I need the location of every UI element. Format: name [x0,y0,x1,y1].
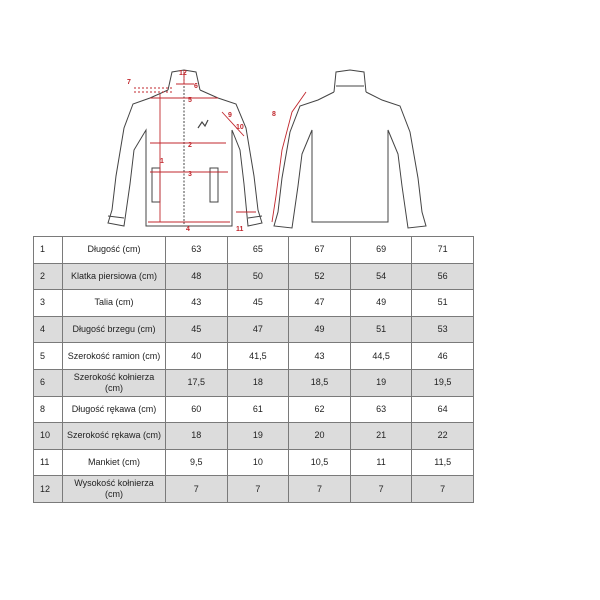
measurement-labels [127,70,276,233]
size-value: 20 [289,423,351,450]
size-value: 19,5 [412,369,474,396]
size-value: 71 [412,237,474,264]
brand-logo-icon [198,120,208,128]
size-value: 11,5 [412,449,474,476]
jacket-measurement-diagram [0,0,600,236]
row-number: 3 [34,290,63,317]
marker-7: 7 [127,79,131,86]
row-label: Długość (cm) [63,237,166,264]
row-label: Mankiet (cm) [63,449,166,476]
size-value: 60 [166,396,228,423]
row-number: 4 [34,316,63,343]
size-value: 49 [289,316,351,343]
size-chart-table [33,236,474,503]
size-value: 48 [166,263,228,290]
size-value: 10,5 [289,449,351,476]
size-value: 62 [289,396,351,423]
size-value: 43 [166,290,228,317]
table-row [34,263,474,290]
size-value: 45 [166,316,228,343]
size-value: 9,5 [166,449,228,476]
size-value: 53 [412,316,474,343]
table-row [34,423,474,450]
size-value: 10 [227,449,289,476]
size-value: 18,5 [289,369,351,396]
marker-9: 9 [228,112,232,119]
row-label: Szerokość rękawa (cm) [63,423,166,450]
row-label: Długość rękawa (cm) [63,396,166,423]
size-value: 63 [166,237,228,264]
marker-3: 3 [188,171,192,178]
table-row [34,343,474,370]
size-value: 43 [289,343,351,370]
marker-4: 4 [186,226,190,233]
row-number: 1 [34,237,63,264]
row-label: Długość brzegu (cm) [63,316,166,343]
row-number: 8 [34,396,63,423]
size-value: 69 [350,237,412,264]
table-row [34,290,474,317]
marker-8: 8 [272,111,276,118]
size-value: 63 [350,396,412,423]
size-value: 52 [289,263,351,290]
row-number: 5 [34,343,63,370]
table-row [34,316,474,343]
marker-5: 5 [188,97,192,104]
size-value: 64 [412,396,474,423]
size-value: 19 [350,369,412,396]
marker-6: 6 [194,83,198,90]
size-value: 7 [227,476,289,503]
size-value: 45 [227,290,289,317]
size-value: 56 [412,263,474,290]
size-value: 47 [289,290,351,317]
size-value: 54 [350,263,412,290]
size-value: 67 [289,237,351,264]
row-label: Klatka piersiowa (cm) [63,263,166,290]
row-label: Szerokość ramion (cm) [63,343,166,370]
size-value: 50 [227,263,289,290]
size-value: 51 [350,316,412,343]
jacket-back-view [274,70,426,228]
size-value: 7 [289,476,351,503]
row-number: 10 [34,423,63,450]
row-number: 12 [34,476,63,503]
size-value: 19 [227,423,289,450]
row-label: Szerokość kołnierza (cm) [63,369,166,396]
size-value: 7 [350,476,412,503]
marker-12: 12 [179,70,187,77]
size-value: 61 [227,396,289,423]
jacket-front-view [108,70,262,226]
size-value: 41,5 [227,343,289,370]
table-row [34,396,474,423]
marker-11: 11 [236,226,244,233]
size-value: 44,5 [350,343,412,370]
marker-10: 10 [236,124,244,131]
size-value: 51 [412,290,474,317]
size-value: 7 [412,476,474,503]
row-label: Talia (cm) [63,290,166,317]
row-number: 2 [34,263,63,290]
table-row [34,237,474,264]
table-row [34,369,474,396]
size-value: 47 [227,316,289,343]
size-value: 18 [227,369,289,396]
row-number: 11 [34,449,63,476]
row-label: Wysokość kołnierza (cm) [63,476,166,503]
table-row [34,449,474,476]
size-value: 49 [350,290,412,317]
size-value: 17,5 [166,369,228,396]
sleeve-length-line [272,92,306,222]
size-value: 21 [350,423,412,450]
marker-1: 1 [160,158,164,165]
size-value: 18 [166,423,228,450]
size-value: 11 [350,449,412,476]
row-number: 6 [34,369,63,396]
marker-2: 2 [188,142,192,149]
size-value: 22 [412,423,474,450]
size-value: 65 [227,237,289,264]
size-value: 40 [166,343,228,370]
size-value: 46 [412,343,474,370]
size-value: 7 [166,476,228,503]
table-row [34,476,474,503]
